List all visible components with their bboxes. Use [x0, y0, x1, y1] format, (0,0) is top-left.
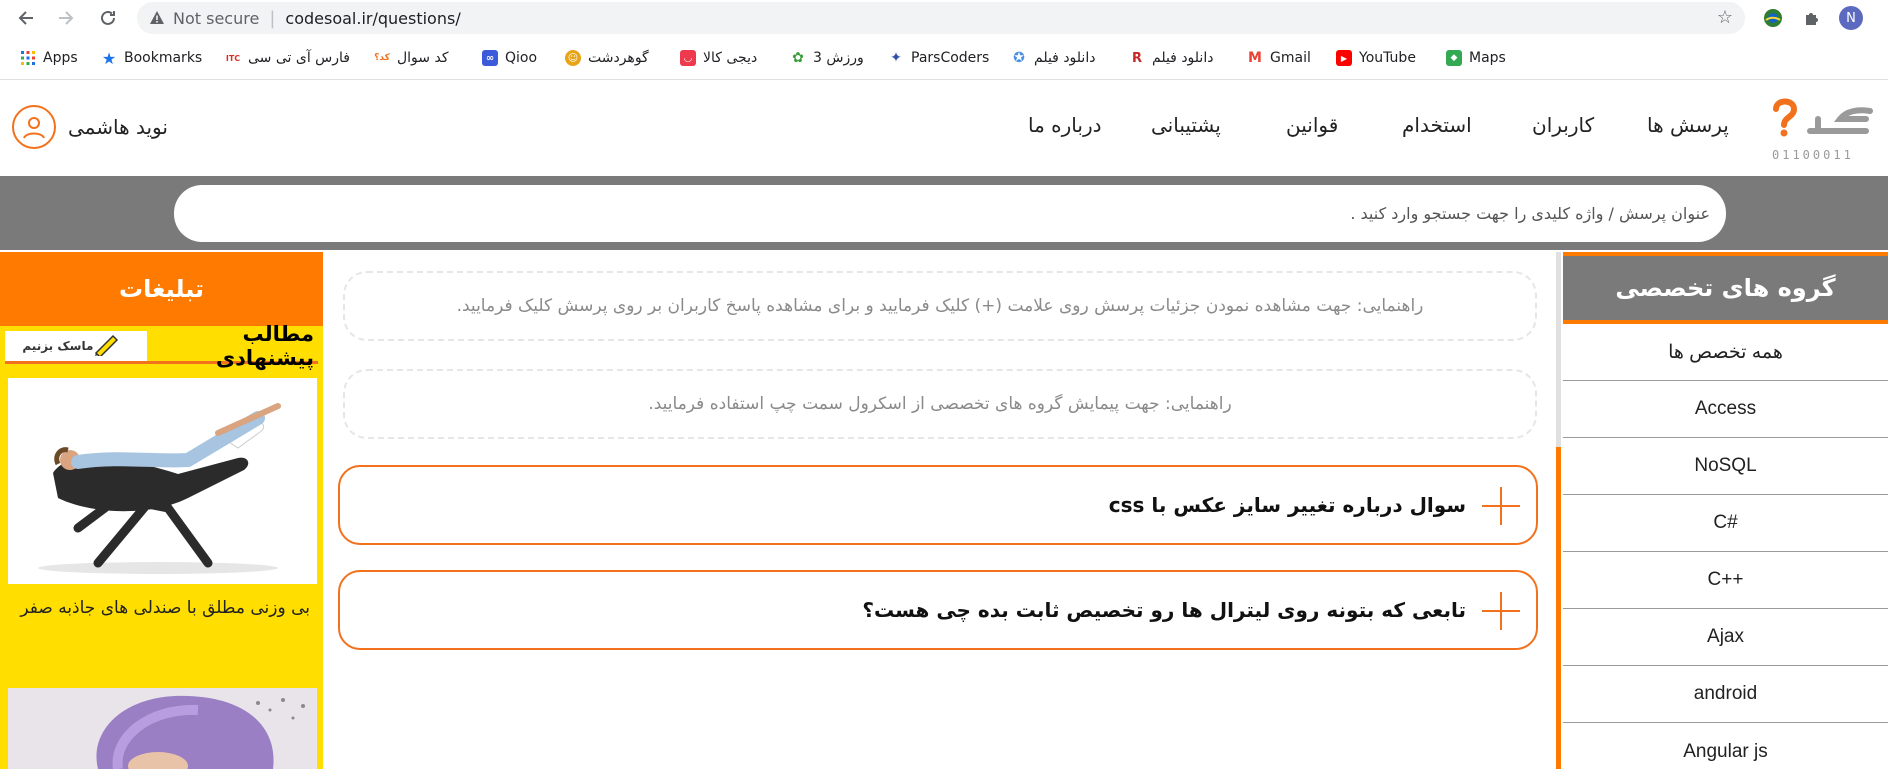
- user-menu[interactable]: [12, 105, 168, 149]
- bookmark-label: ورزش 3: [813, 50, 864, 66]
- user-name: نوید هاشمی: [68, 115, 168, 139]
- bookmark-label: دانلود فیلم: [1152, 50, 1214, 66]
- browser-chrome: [0, 0, 1888, 80]
- ad-image-chair[interactable]: [8, 378, 317, 584]
- ads-title: تبلیغات: [0, 252, 323, 326]
- category-item[interactable]: Ajax: [1563, 609, 1888, 666]
- bookmark-gmail[interactable]: [1247, 47, 1311, 69]
- question-card[interactable]: [338, 570, 1538, 650]
- divider: |: [269, 7, 276, 29]
- profile-initial: N: [1846, 10, 1856, 26]
- bookmark-itc[interactable]: [225, 47, 350, 69]
- itc-icon: ITC: [225, 50, 241, 66]
- security-label[interactable]: Not secure: [173, 8, 260, 28]
- film-icon: ✪: [1011, 50, 1027, 66]
- question-card[interactable]: [338, 465, 1538, 545]
- star-icon: ★: [101, 48, 117, 68]
- category-item[interactable]: Access: [1563, 381, 1888, 438]
- categories-panel: [1563, 252, 1888, 769]
- gmail-icon: M: [1248, 50, 1262, 66]
- scrollbar-thumb[interactable]: [1556, 252, 1561, 447]
- bookmark-label: YouTube: [1359, 50, 1416, 66]
- recommended-header: [5, 321, 318, 370]
- ads-column: [0, 252, 323, 769]
- bookmark-label: ParsCoders: [911, 50, 990, 66]
- bookmark-label: گوهردشت: [588, 50, 649, 66]
- questions-main: [323, 252, 1559, 769]
- bookmark-label: دیجی کالا: [703, 50, 758, 66]
- qioo-icon: ∞: [482, 50, 498, 66]
- bookmark-qioo[interactable]: [482, 47, 537, 69]
- reload-icon[interactable]: [94, 4, 122, 32]
- bookmark-parscoders[interactable]: [888, 47, 989, 69]
- bookmark-maps[interactable]: [1446, 47, 1506, 69]
- extension-globe-icon[interactable]: [1761, 6, 1785, 30]
- digikala-icon: ◡: [680, 50, 696, 66]
- logo-binary: 01100011: [1772, 148, 1854, 162]
- recommended-title: مطالب پیشنهادی: [215, 321, 314, 370]
- bookmark-label: کد سوال: [397, 50, 449, 66]
- nav-questions[interactable]: پرسش ها: [1647, 113, 1729, 137]
- ad-caption[interactable]: بی وزنی مطلق با صندلی های جاذبه صفر: [20, 598, 310, 618]
- brand-banner[interactable]: [5, 331, 147, 361]
- expand-plus-icon[interactable]: [1482, 487, 1520, 525]
- question-title[interactable]: سوال درباره تغییر سایز عکس با css: [1108, 493, 1466, 517]
- nav-rules[interactable]: قوانین: [1286, 113, 1339, 137]
- category-item[interactable]: همه تخصص ها: [1563, 324, 1888, 381]
- brand-label: ماسک بزنیم: [22, 338, 94, 353]
- nav-about[interactable]: درباره ما: [1028, 113, 1102, 137]
- bookmarks-bar: [0, 44, 1888, 72]
- bookmark-film-r[interactable]: [1129, 47, 1213, 69]
- ad-image-hair[interactable]: [8, 688, 317, 769]
- question-title[interactable]: تابعی که بتونه روی لیترال ها رو تخصیص ثابت بده چی هست؟: [862, 598, 1466, 622]
- hint-box: [343, 271, 1537, 341]
- profile-avatar[interactable]: [1839, 6, 1863, 30]
- category-item[interactable]: C#: [1563, 495, 1888, 552]
- bookmark-youtube[interactable]: [1336, 47, 1416, 69]
- nav-jobs[interactable]: استخدام: [1402, 113, 1472, 137]
- bookmark-codesoal[interactable]: [374, 47, 449, 69]
- parscoders-icon: ✦: [888, 50, 904, 66]
- category-item[interactable]: android: [1563, 666, 1888, 723]
- category-item[interactable]: NoSQL: [1563, 438, 1888, 495]
- bookmark-label: Gmail: [1270, 50, 1311, 66]
- expand-plus-icon[interactable]: [1482, 592, 1520, 630]
- nav-users[interactable]: کاربران: [1532, 113, 1595, 137]
- bookmark-label: دانلود فیلم: [1034, 50, 1096, 66]
- bookmark-label: Apps: [43, 50, 78, 66]
- category-item[interactable]: Angular js: [1683, 740, 1768, 762]
- search-placeholder: عنوان پرسش / واژه کلیدی را جهت جستجو وارد کنید .: [1350, 204, 1710, 223]
- address-bar[interactable]: [137, 2, 1745, 34]
- pencil-icon: [93, 332, 121, 359]
- apps-grid-icon: [20, 50, 36, 66]
- bookmark-gohardasht[interactable]: [565, 47, 649, 69]
- forward-icon[interactable]: [52, 4, 80, 32]
- gohardasht-icon: ☺: [565, 50, 581, 66]
- varzesh3-icon: ✿: [790, 50, 806, 66]
- user-avatar-icon: [12, 105, 56, 149]
- film-r-icon: R: [1129, 50, 1145, 66]
- youtube-icon: ▶: [1336, 50, 1352, 66]
- url-text[interactable]: codesoal.ir/questions/: [285, 8, 461, 28]
- search-input[interactable]: [174, 185, 1726, 242]
- nav-support[interactable]: پشتیبانی: [1151, 113, 1221, 137]
- site-header: [0, 81, 1888, 176]
- bookmark-label: Bookmarks: [124, 50, 203, 66]
- bookmark-bookmarks[interactable]: [101, 47, 202, 69]
- hint-box: [343, 369, 1537, 439]
- site-logo[interactable]: [1770, 95, 1876, 165]
- warning-icon: [149, 10, 165, 26]
- bookmark-star-icon[interactable]: ☆: [1716, 7, 1733, 28]
- bookmark-digikala[interactable]: [680, 47, 757, 69]
- bookmark-label: Maps: [1469, 50, 1506, 66]
- search-band: [0, 176, 1888, 250]
- hint-text: راهنمایی: جهت پیمایش گروه های تخصصی از اسکرول سمت چپ استفاده فرمایید.: [648, 394, 1232, 414]
- codesoal-icon: کد؟: [374, 50, 390, 66]
- bookmark-varzesh3[interactable]: [790, 47, 864, 69]
- maps-icon: ◆: [1446, 50, 1462, 66]
- extensions-puzzle-icon[interactable]: [1800, 6, 1824, 30]
- category-item[interactable]: C++: [1563, 552, 1888, 609]
- categories-title: گروه های تخصصی: [1563, 256, 1888, 320]
- hint-text: راهنمایی: جهت مشاهده نمودن جزئیات پرسش روی علامت (+) کلیک فرمایید و برای مشاهده پاسخ کاربران بر روی پرسش کلیک فرمایید.: [456, 296, 1424, 316]
- bookmark-apps[interactable]: [20, 47, 78, 69]
- bookmark-label: Qioo: [505, 50, 538, 66]
- bookmark-film[interactable]: [1011, 47, 1095, 69]
- bookmark-label: فارس آی تی سی: [248, 50, 350, 66]
- back-icon[interactable]: [12, 4, 40, 32]
